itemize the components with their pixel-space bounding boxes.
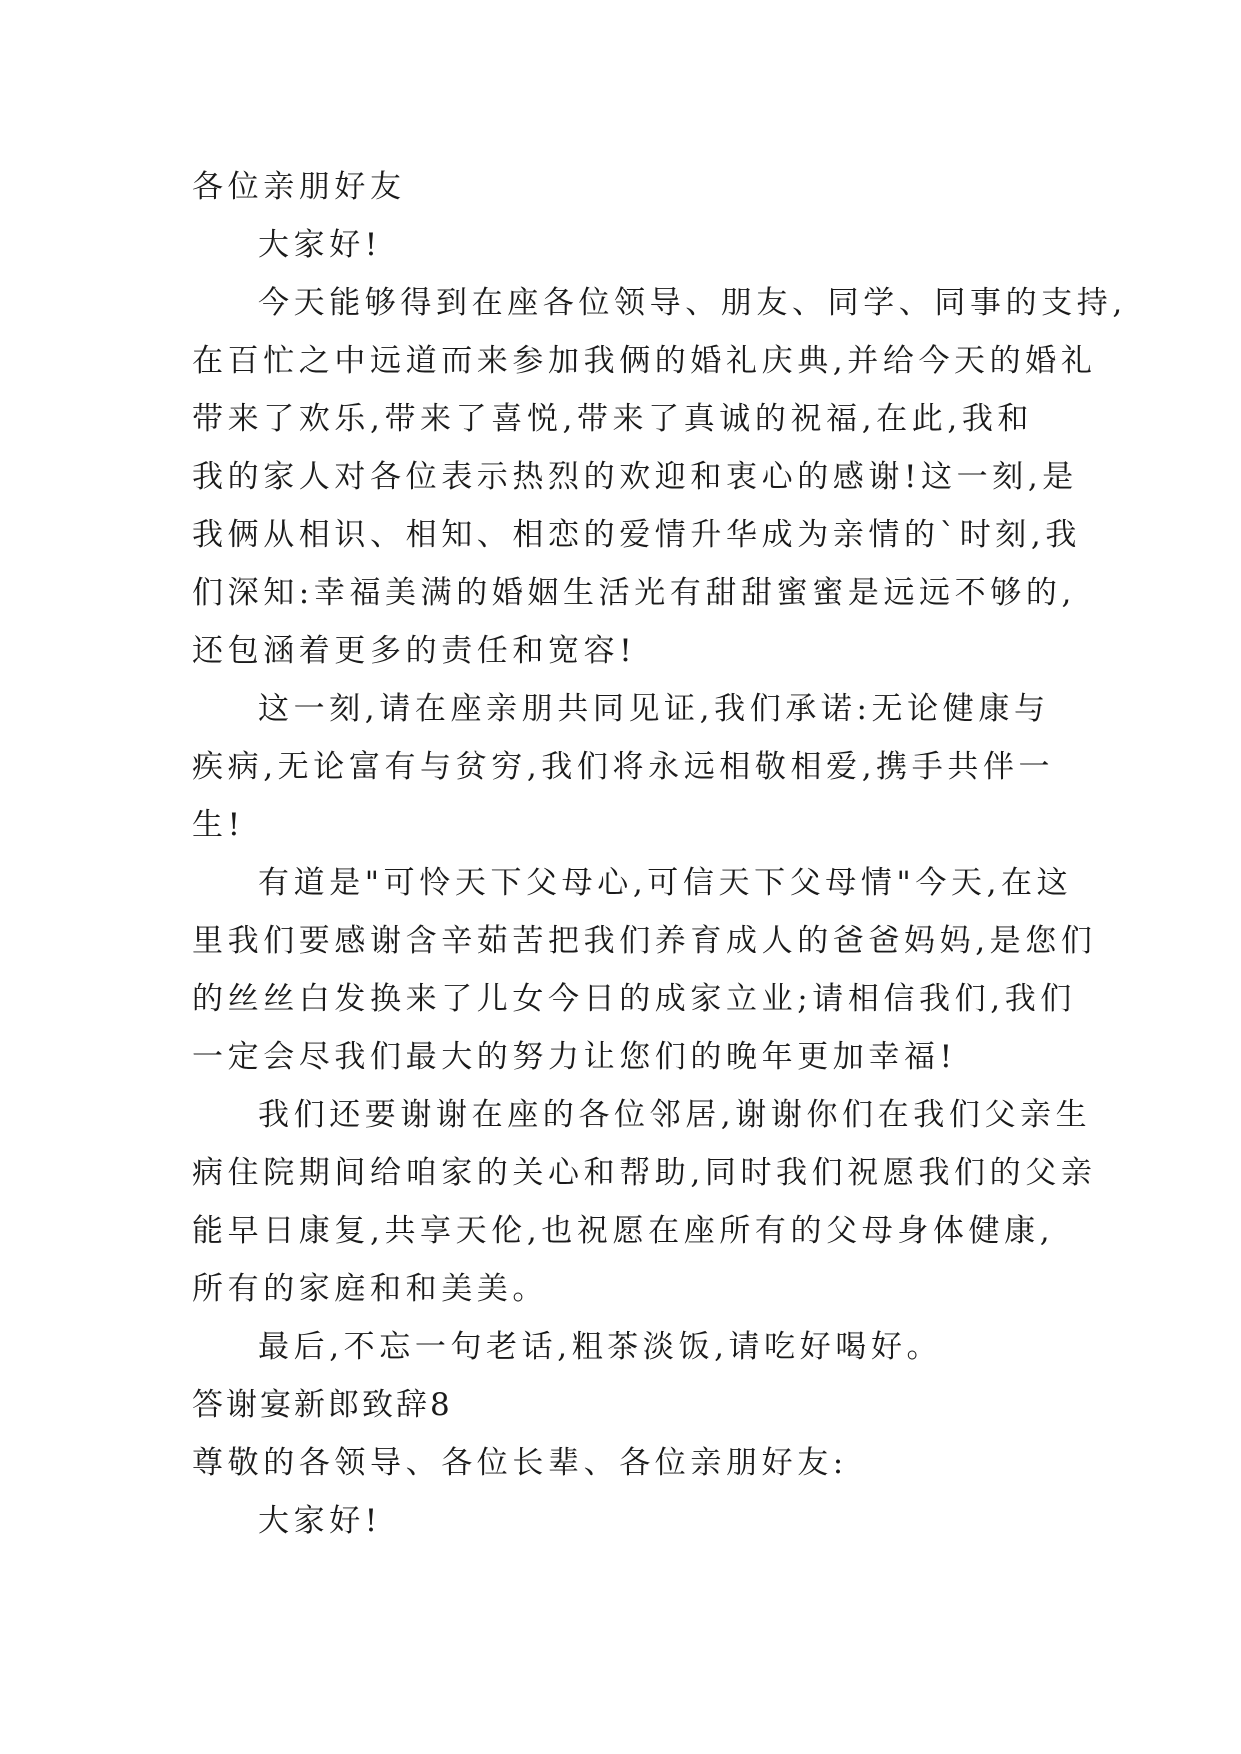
paragraph-line: 在百忙之中远道而来参加我俩的婚礼庆典,并给今天的婚礼 — [192, 343, 1097, 379]
paragraph-line: 有道是"可怜天下父母心,可信天下父母情"今天,在这 — [258, 865, 1073, 901]
paragraph-line: 生! — [192, 807, 245, 843]
paragraph-line: 我俩从相识、相知、相恋的爱情升华成为亲情的`时刻,我 — [192, 517, 1081, 553]
paragraph-line: 们深知:幸福美满的婚姻生活光有甜甜蜜蜜是远远不够的, — [192, 575, 1076, 611]
paragraph-line: 所有的家庭和和美美。 — [192, 1271, 548, 1307]
document-body — [192, 158, 1127, 1550]
paragraph-line: 一定会尽我们最大的努力让您们的晚年更加幸福! — [192, 1039, 957, 1075]
greeting-line: 各位亲朋好友 — [192, 169, 406, 205]
paragraph-line: 还包涵着更多的责任和宽容! — [192, 633, 637, 669]
salutation-line: 大家好! — [258, 1503, 382, 1539]
paragraph-line: 里我们要感谢含辛茹苦把我们养育成人的爸爸妈妈,是您们 — [192, 923, 1097, 959]
paragraph-line: 最后,不忘一句老话,粗茶淡饭,请吃好喝好。 — [258, 1329, 943, 1365]
paragraph-line: 能早日康复,共享天伦,也祝愿在座所有的父母身体健康, — [192, 1213, 1055, 1249]
salutation-line: 大家好! — [258, 227, 382, 263]
greeting-line: 尊敬的各领导、各位长辈、各位亲朋好友: — [192, 1445, 848, 1481]
paragraph-line: 我们还要谢谢在座的各位邻居,谢谢你们在我们父亲生 — [258, 1097, 1092, 1133]
paragraph-line: 疾病,无论富有与贫穷,我们将永远相敬相爱,携手共伴一 — [192, 749, 1055, 785]
paragraph-line: 这一刻,请在座亲朋共同见证,我们承诺:无论健康与 — [258, 691, 1050, 727]
paragraph-line: 带来了欢乐,带来了喜悦,带来了真诚的祝福,在此,我和 — [192, 401, 1034, 437]
paragraph-line: 我的家人对各位表示热烈的欢迎和衷心的感谢!这一刻,是 — [192, 459, 1078, 495]
paragraph-line: 的丝丝白发换来了儿女今日的成家立业;请相信我们,我们 — [192, 981, 1076, 1017]
paragraph-line: 今天能够得到在座各位领导、朋友、同学、同事的支持, — [258, 285, 1127, 321]
paragraph-line: 病住院期间给咱家的关心和帮助,同时我们祝愿我们的父亲 — [192, 1155, 1097, 1191]
section-heading: 答谢宴新郎致辞8 — [192, 1387, 453, 1423]
